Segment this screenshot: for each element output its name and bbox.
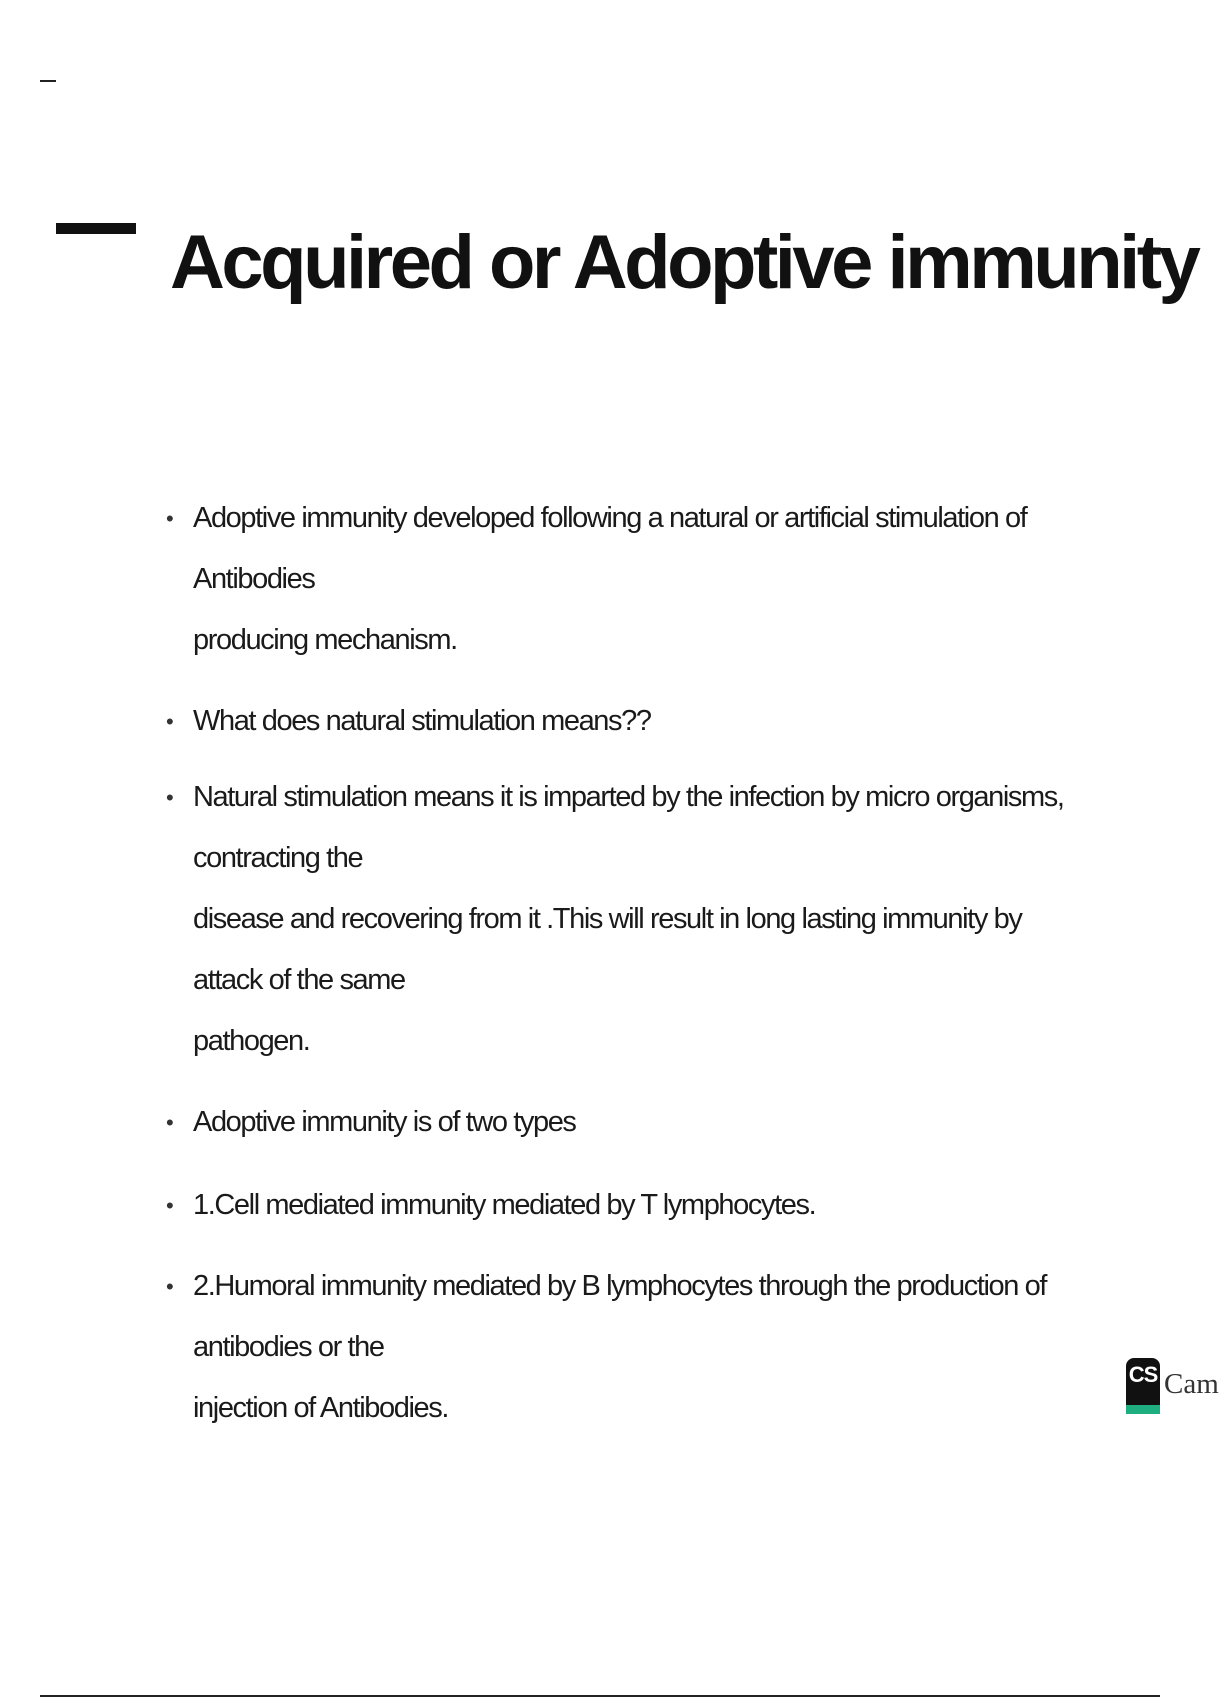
bullet-item — [166, 691, 1096, 752]
bullet-marker: • — [166, 1274, 173, 1299]
bullet-item — [166, 1092, 1096, 1153]
bullet-line: 1.Cell mediated immunity mediated by T lymphocytes. — [193, 1189, 816, 1221]
logo-stripe — [1126, 1405, 1160, 1414]
bullet-marker: • — [166, 506, 173, 531]
bullet-marker: • — [166, 785, 173, 810]
bullet-line: pathogen. — [193, 1025, 310, 1057]
bullet-item — [166, 1175, 1096, 1236]
watermark-text: Cam — [1164, 1368, 1219, 1400]
bullet-line: producing mechanism. — [193, 624, 457, 656]
bullet-list — [166, 488, 1096, 1439]
bullet-line: Natural stimulation means it is imparted by the infection by micro organisms, contracting the — [193, 781, 1064, 874]
bullet-marker: • — [166, 1110, 173, 1135]
corner-dash — [40, 80, 56, 82]
logo-letters: CS — [1128, 1362, 1158, 1387]
bullet-marker: • — [166, 709, 173, 734]
bullet-item — [166, 1256, 1096, 1439]
bullet-item — [166, 767, 1096, 1072]
camscanner-logo-icon — [1126, 1358, 1160, 1414]
bullet-line: What does natural stimulation means?? — [193, 705, 651, 737]
bullet-line: 2.Humoral immunity mediated by B lymphocytes through the production of antibodies or the — [193, 1270, 1047, 1363]
bottom-divider — [40, 1695, 1160, 1697]
bullet-line: disease and recovering from it .This will result in long lasting immunity by attack of the same — [193, 903, 1022, 996]
slide-title: Acquired or Adoptive immunity — [170, 220, 1198, 305]
bullet-line: Adoptive immunity is of two types — [193, 1106, 576, 1138]
bullet-marker: • — [166, 1193, 173, 1218]
bullet-item — [166, 488, 1096, 671]
bullet-line: Adoptive immunity developed following a natural or artificial stimulation of Antibodies — [193, 502, 1027, 595]
title-accent-bar — [56, 223, 136, 234]
bullet-line: injection of Antibodies. — [193, 1392, 448, 1424]
